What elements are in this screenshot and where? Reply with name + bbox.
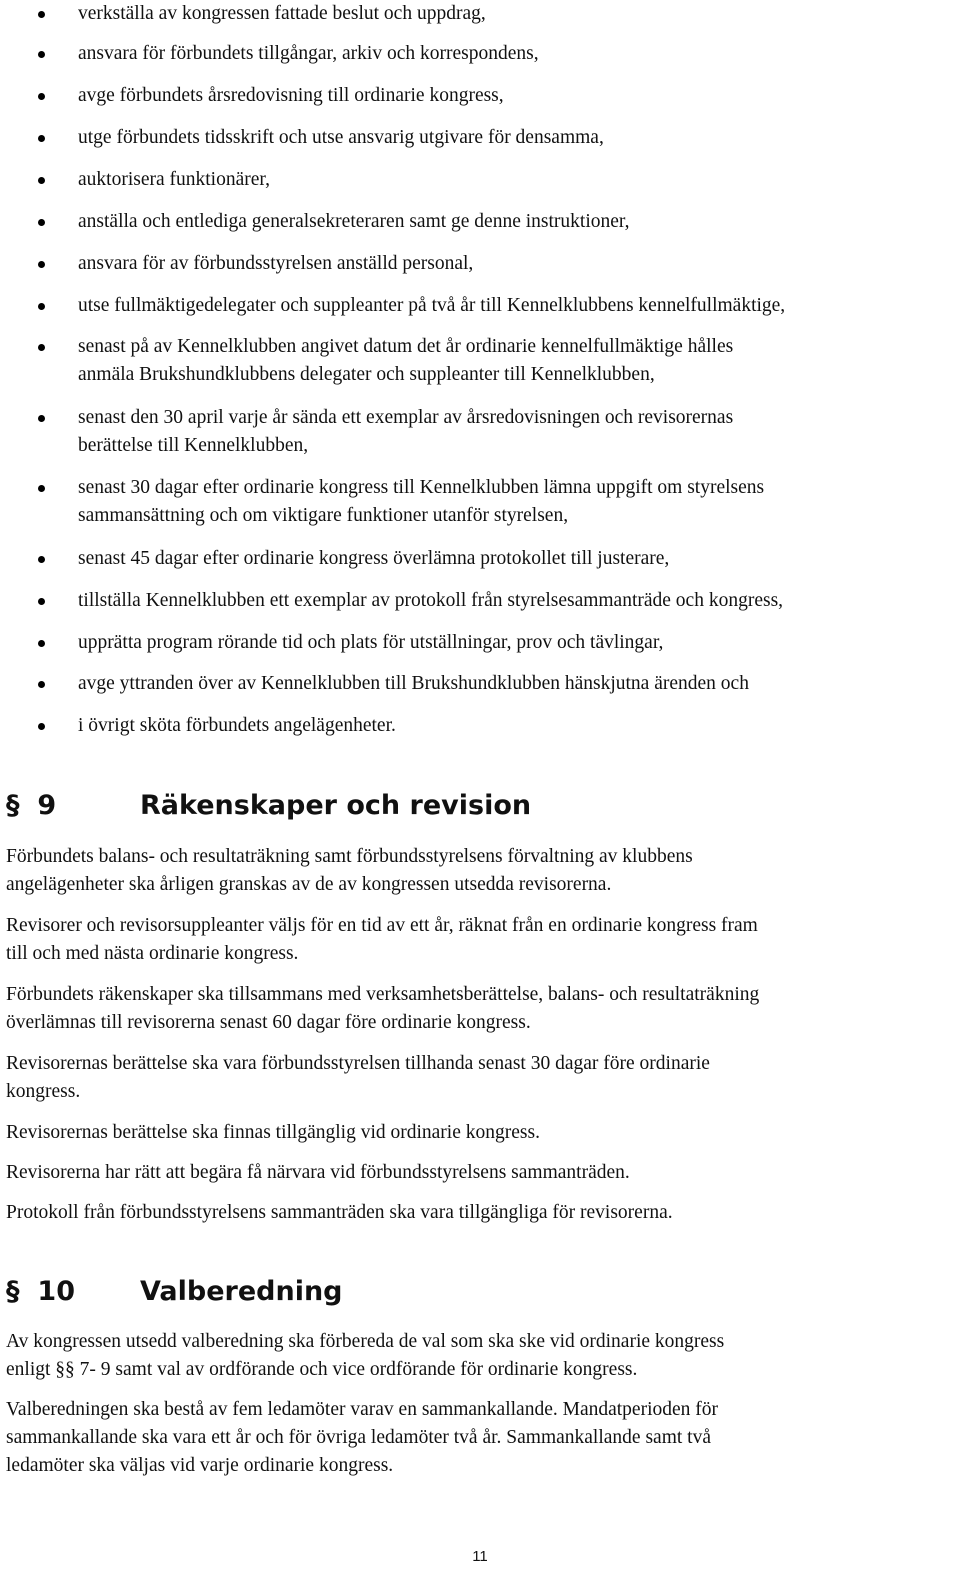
bullet-icon <box>38 219 45 226</box>
paragraph <box>6 1119 956 1147</box>
list-item-text: senast 45 dagar efter ordinarie kongress överlämna protokollet till justerare, <box>78 548 670 569</box>
bullet-icon <box>38 556 45 563</box>
paragraph-line: Av kongressen utsedd valberedning ska förbereda de val som ska ske vid ordinarie kongress <box>6 1331 725 1352</box>
paragraph-line: Revisorerna har rätt att begära få närvara vid förbundsstyrelsens sammanträden. <box>6 1162 630 1183</box>
paragraph-line: Förbundets balans- och resultaträkning samt förbundsstyrelsens förvaltning av klubbens <box>6 846 693 867</box>
list-item-text: avge förbundets årsredovisning till ordinarie kongress, <box>78 85 504 106</box>
list-item-text: anställa och entlediga generalsekreteraren samt ge denne instruktioner, <box>78 211 630 232</box>
section-title: Räkenskaper och revision <box>140 790 532 821</box>
bullet-icon <box>38 723 45 730</box>
paragraph-line: Protokoll från förbundsstyrelsens sammanträden ska vara tillgängliga för revisorerna. <box>6 1202 673 1223</box>
paragraph-line: till och med nästa ordinarie kongress. <box>6 943 299 964</box>
bullet-icon <box>38 598 45 605</box>
list-item-text: i övrigt sköta förbundets angelägenheter. <box>78 715 396 736</box>
section-symbol: § <box>6 1276 20 1307</box>
bullet-icon <box>38 261 45 268</box>
paragraph <box>6 1396 956 1480</box>
section-number: 10 <box>37 1276 75 1307</box>
paragraph-line: kongress. <box>6 1081 81 1102</box>
paragraph <box>6 1199 956 1227</box>
bullet-icon <box>38 303 45 310</box>
paragraph-line: sammankallande ska vara ett år och för övriga ledamöter två år. Sammankallande samt två <box>6 1427 711 1448</box>
paragraph <box>6 981 956 1037</box>
section-symbol: § <box>6 790 20 821</box>
bullet-icon <box>38 415 45 422</box>
bullet-icon <box>38 11 45 18</box>
bullet-icon <box>38 177 45 184</box>
bullet-icon <box>38 485 45 492</box>
list-item-text: senast den 30 april varje år sända ett exemplar av årsredovisningen och revisorernas <box>78 407 734 428</box>
list-item-text: senast på av Kennelklubben angivet datum det år ordinarie kennelfullmäktige hålles <box>78 336 734 357</box>
page-number: 11 <box>472 1548 488 1565</box>
paragraph <box>6 1050 956 1106</box>
paragraph-line: angelägenheter ska årligen granskas av de av kongressen utsedda revisorerna. <box>6 874 612 895</box>
list-item-text: avge yttranden över av Kennelklubben till Brukshundklubben hänskjutna ärenden och <box>78 673 749 694</box>
bullet-icon <box>38 93 45 100</box>
paragraph-line: Valberedningen ska bestå av fem ledamöter varav en sammankallande. Mandatperioden för <box>6 1399 719 1420</box>
section-10-heading <box>6 1276 343 1307</box>
section-9-heading <box>6 790 532 821</box>
paragraph-line: Förbundets räkenskaper ska tillsammans med verksamhetsberättelse, balans- och resultaträkning <box>6 984 760 1005</box>
paragraph-line: ledamöter ska väljas vid varje ordinarie kongress. <box>6 1455 394 1476</box>
paragraph <box>6 1328 956 1384</box>
list-item-text: verkställa av kongressen fattade beslut och uppdrag, <box>78 3 486 24</box>
list-item-text: utse fullmäktigedelegater och suppleanter på två år till Kennelklubbens kennelfullmäktige, <box>78 295 786 316</box>
paragraph-line: överlämnas till revisorerna senast 60 dagar före ordinarie kongress. <box>6 1012 531 1033</box>
list-item-text: senast 30 dagar efter ordinarie kongress till Kennelklubben lämna uppgift om styrelsens <box>78 477 765 498</box>
list-item-text: anmäla Brukshundklubbens delegater och suppleanter till Kennelklubben, <box>78 364 655 385</box>
list-item-text: tillställa Kennelklubben ett exemplar av protokoll från styrelsesammanträde och kongress, <box>78 590 784 611</box>
bullet-icon <box>38 51 45 58</box>
bullet-icon <box>38 135 45 142</box>
bullet-icon <box>38 344 45 351</box>
paragraph-line: Revisorernas berättelse ska vara förbundsstyrelsen tillhanda senast 30 dagar före ordinarie <box>6 1053 710 1074</box>
list-item-text: berättelse till Kennelklubben, <box>78 435 309 456</box>
list-item-text: utge förbundets tidsskrift och utse ansvarig utgivare för densamma, <box>78 127 604 148</box>
paragraph <box>6 843 956 899</box>
paragraph-line: Revisorernas berättelse ska finnas tillgänglig vid ordinarie kongress. <box>6 1122 540 1143</box>
list-item-text: ansvara för förbundets tillgångar, arkiv och korrespondens, <box>78 43 539 64</box>
bullet-icon <box>38 640 45 647</box>
list-item-text: sammansättning och om viktigare funktioner utanför styrelsen, <box>78 505 569 526</box>
list-item-text: upprätta program rörande tid och plats för utställningar, prov och tävlingar, <box>78 632 664 653</box>
list-item-text: auktorisera funktionärer, <box>78 169 270 190</box>
bullet-icon <box>38 681 45 688</box>
paragraph <box>6 912 956 968</box>
paragraph-line: enligt §§ 7- 9 samt val av ordförande och vice ordförande för ordinarie kongress. <box>6 1359 638 1380</box>
section-title: Valberedning <box>140 1276 343 1307</box>
section-number: 9 <box>37 790 57 821</box>
paragraph <box>6 1159 956 1187</box>
paragraph-line: Revisorer och revisorsuppleanter väljs för en tid av ett år, räknat från en ordinarie kongress fram <box>6 915 758 936</box>
list-item-text: ansvara för av förbundsstyrelsen anställd personal, <box>78 253 474 274</box>
